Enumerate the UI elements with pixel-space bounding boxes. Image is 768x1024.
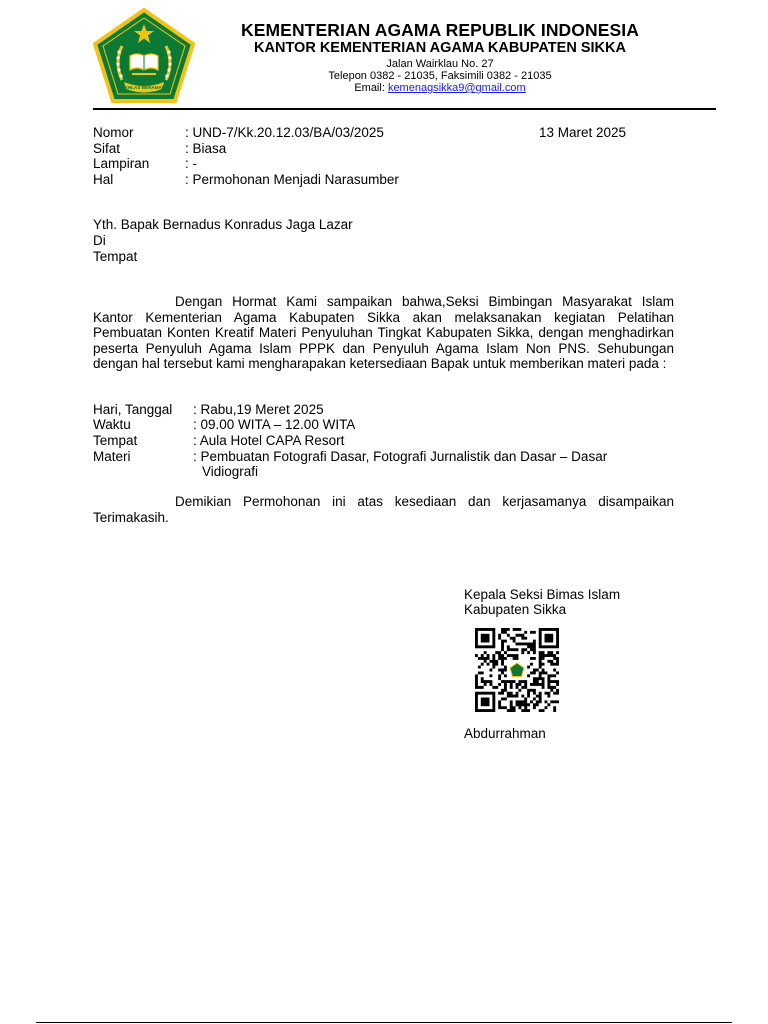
materi-label: Materi: [93, 449, 131, 464]
tempat-label: Tempat: [93, 433, 138, 448]
body-paragraph-2-text: Demikian Permohonan ini atas kesediaan dan kerjasamanya disampaikan Terimakasih.: [93, 494, 674, 525]
kemenag-logo: [92, 8, 196, 104]
nomor-label: Nomor: [93, 125, 134, 140]
letterhead-divider: [93, 108, 716, 110]
body-paragraph-1-text: Dengan Hormat Kami sampaikan bahwa,Seksi Bimbingan Masyarakat Islam Kantor Kementerian Agama Kabupaten Sikka akan melaksanakan kegiatan Pelatihan Pembuatan Konten Kreatif Materi Penyuluhan Tingkat Kabupaten Sikka, dengan menghadirkan peserta Penyuluh Agama Islam PPPK dan Penyuluh Agama Islam Non PNS. Sehubungan dengan hal tersebut kami mengharapakan ketersediaan Bapak untuk memberikan materi pada :: [93, 294, 674, 371]
recipient-name: Yth. Bapak Bernadus Konradus Jaga Lazar: [93, 217, 353, 232]
office-address: Jalan Wairklau No. 27: [386, 58, 494, 70]
logo-motto: IKHLAS BERAMAL: [123, 85, 165, 90]
body-paragraph-2: [93, 494, 674, 525]
signature-name: Abdurrahman: [464, 726, 546, 741]
tempat-value: : Aula Hotel CAPA Resort: [193, 433, 345, 448]
body-paragraph-1: [93, 294, 674, 372]
sifat-value: : Biasa: [185, 141, 227, 156]
letter-date: 13 Maret 2025: [539, 125, 627, 140]
waktu-value: : 09.00 WITA – 12.00 WITA: [193, 417, 356, 432]
email-link[interactable]: kemenagsikka9@gmail.com: [387, 82, 526, 94]
lampiran-label: Lampiran: [93, 156, 150, 171]
hari-label: Hari, Tanggal: [93, 402, 173, 417]
waktu-label: Waktu: [93, 417, 131, 432]
hal-label: Hal: [93, 172, 114, 187]
materi-value: : Pembuatan Fotografi Dasar, Fotografi Jurnalistik dan Dasar – Dasar: [193, 449, 608, 464]
sifat-label: Sifat: [93, 141, 121, 156]
page-bottom-line: [36, 1022, 732, 1023]
office-phone: Telepon 0382 - 21035, Faksimili 0382 - 21035: [328, 70, 552, 82]
recipient-di: Di: [93, 233, 106, 248]
signature-qr-code: [472, 628, 562, 712]
recipient-place: Tempat: [93, 249, 138, 264]
email-label: Email:: [354, 82, 385, 94]
nomor-value: : UND-7/Kk.20.12.03/BA/03/2025: [185, 125, 384, 140]
materi-value-cont: Vidiografi: [202, 464, 259, 479]
office-title: KANTOR KEMENTERIAN AGAMA KABUPATEN SIKKA: [254, 40, 626, 56]
hal-value: : Permohonan Menjadi Narasumber: [185, 172, 399, 187]
office-email-line: [200, 82, 680, 94]
ministry-title: KEMENTERIAN AGAMA REPUBLIK INDONESIA: [240, 20, 639, 40]
signature-title-2: Kabupaten Sikka: [464, 602, 567, 617]
lampiran-value: : -: [185, 156, 197, 171]
hari-value: : Rabu,19 Meret 2025: [193, 402, 324, 417]
signature-title-1: Kepala Seksi Bimas Islam: [464, 587, 621, 602]
